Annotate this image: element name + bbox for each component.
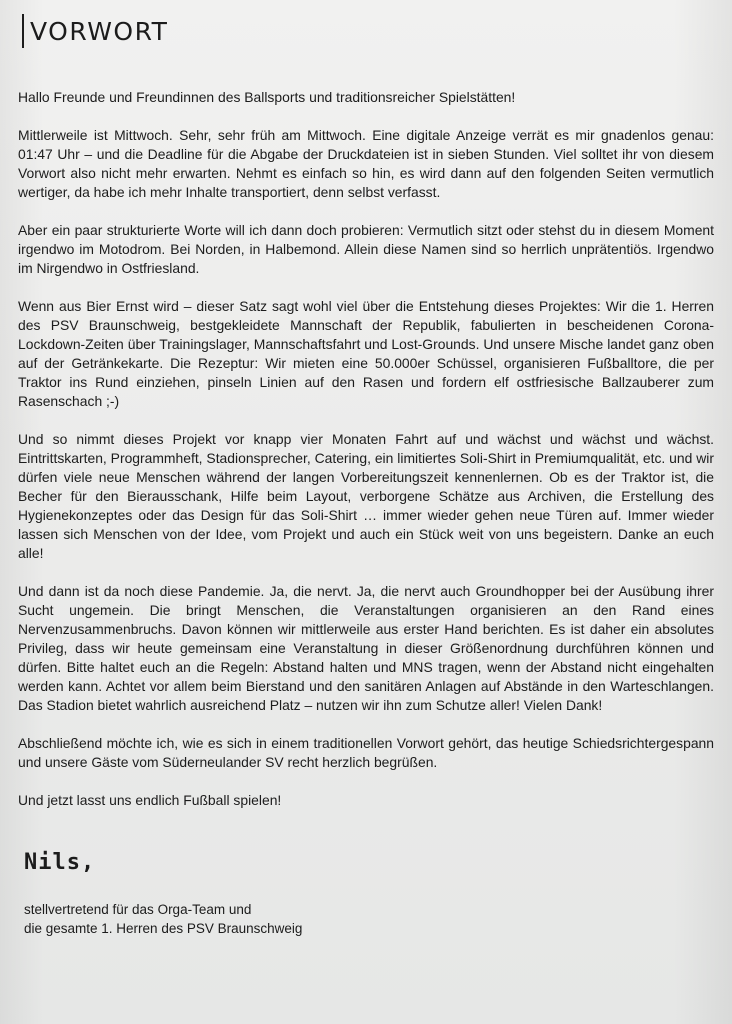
signature: Nils, [24,850,96,875]
paragraph-6: Abschließend möchte ich, wie es sich in einem traditionellen Vorwort gehört, das heutige Schiedsrichtergespann und unsere Gäste vom Süderneulander SV recht herzlich begrüßen. [18,735,714,770]
footer [24,900,302,938]
heading-text: VORWORT [30,16,169,46]
paragraph-3: Wenn aus Bier Ernst wird – dieser Satz sagt wohl viel über die Entstehung dieses Projektes: Wir die 1. Herren des PSV Braunschweig, bestgekleidete Mannschaft der Republik, fabulierten in bescheidenen Corona-Lockdown-Zeiten über Trainingslager, Mannschaftsfahrt und Lost-Grounds. Und unsere Mische landet ganz oben auf der Getränkekarte. Die Rezeptur: Wir mieten eine 50.000er Schüssel, organisieren Fußballtore, die per Traktor ins Rund einziehen, pinseln Linien auf den Rasen und fordern elf ostfriesische Ballzauberer zum Rasenschach ;-) [18,298,714,409]
paragraph-2: Aber ein paar strukturierte Worte will ich dann doch probieren: Vermutlich sitzt oder stehst du in diesem Moment irgendwo im Motodrom. Bei Norden, in Halbemond. Allein diese Namen sind so herrlich unprätentiös. Irgendwo im Nirgendwo in Ostfriesland. [18,222,714,276]
greeting: Hallo Freunde und Freundinnen des Ballsports und traditionsreicher Spielstätten! [18,89,516,105]
footer-line-1: stellvertretend für das Orga-Team und [24,902,252,917]
page-heading [22,14,168,48]
paragraph-5: Und dann ist da noch diese Pandemie. Ja, die nervt. Ja, die nervt auch Groundhopper bei der Ausübung ihrer Sucht ungemein. Die bringt Menschen, die Veranstaltungen organisieren an den Rand eines Nervenzusammenbruchs. Davon können wir mittlerweile aus erster Hand berichten. Es ist daher ein absolutes Privileg, dass wir heute gemeinsam eine Veranstaltung in dieser Größenordnung durchführen können und dürfen. Bitte haltet euch an die Regeln: Abstand halten und MNS tragen, wenn der Abstand nicht eingehalten werden kann. Achtet vor allem beim Bierstand und den sanitären Anlagen auf Abstände in den Warteschlangen. Das Stadion bietet wahrlich ausreichend Platz – nutzen wir ihn zum Schutze aller! Vielen Dank! [18,583,714,713]
paragraph-4: Und so nimmt dieses Projekt vor knapp vier Monaten Fahrt auf und wächst und wächst und wächst. Eintrittskarten, Programmheft, Stadionsprecher, Catering, ein limitiertes Soli-Shirt in Premiumqualität, etc. und wir dürfen viele neue Menschen während der langen Vorbereitungszeit kennenlernen. Ob es der Traktor ist, die Becher für den Bierausschank, Hilfe beim Layout, verborgene Schätze aus Archiven, die Erstellung des Hygienekonzeptes oder das Design für das Soli-Shirt … immer wieder gehen neue Türen auf. Immer wieder lassen sich Menschen von der Idee, vom Projekt und auch ein Stück weit von uns begeistern. Danke an euch alle! [18,431,714,561]
footer-line-2: die gesamte 1. Herren des PSV Braunschweig [24,921,303,936]
heading-bar [22,14,24,48]
closing-line: Und jetzt lasst uns endlich Fußball spielen! [18,792,282,808]
paragraph-1: Mittlerweile ist Mittwoch. Sehr, sehr früh am Mittwoch. Eine digitale Anzeige verrät es mir gnadenlos genau: 01:47 Uhr – und die Deadline für die Abgabe der Druckdateien ist in sieben Stunden. Viel solltet ihr von diesem Vorwort also nicht mehr erwarten. Nehmt es einfach so hin, es wird dann auf den folgenden Seiten vermutlich wertiger, da habe ich mehr Inhalte transportiert, denn selbst verfasst. [18,127,714,200]
body-text [18,88,714,810]
